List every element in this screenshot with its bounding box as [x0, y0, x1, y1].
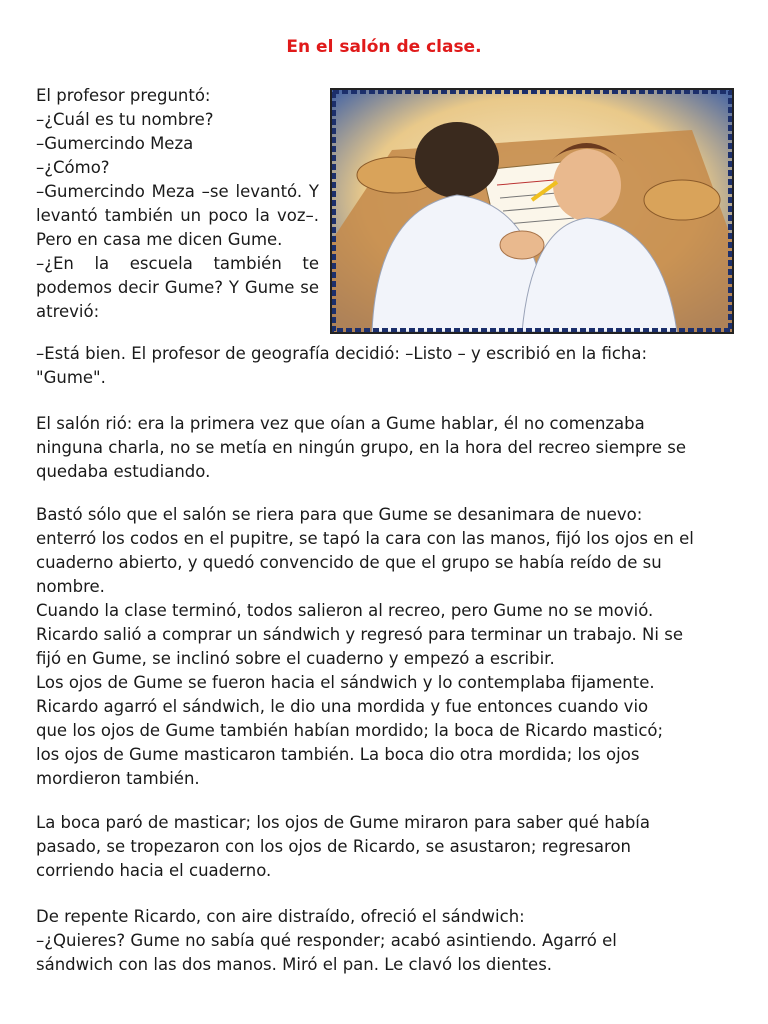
text-line: Bastó sólo que el salón se riera para que Gume se desanimara de nuevo:	[36, 505, 643, 524]
dialogue-continuation	[36, 342, 730, 390]
text-line: –¿Quieres? Gume no sabía qué responder; acabó asintiendo. Agarró el	[36, 931, 617, 950]
text-line: La boca paró de masticar; los ojos de Gume miraron para saber qué había	[36, 813, 651, 832]
text-line: Los ojos de Gume se fueron hacia el sándwich y lo contemplaba fijamente.	[36, 673, 655, 692]
paragraph	[36, 905, 730, 977]
text-line: –Está bien. El profesor de geografía decidió: –Listo – y escribió en la ficha:	[36, 344, 648, 363]
text-line: Cuando la clase terminó, todos salieron al recreo, pero Gume no se movió.	[36, 601, 654, 620]
text-line: fijó en Gume, se inclinó sobre el cuaderno y empezó a escribir.	[36, 649, 555, 668]
text-line: Ricardo salió a comprar un sándwich y regresó para terminar un trabajo. Ni se	[36, 625, 683, 644]
text-line: que los ojos de Gume también habían mordido; la boca de Ricardo masticó;	[36, 721, 664, 740]
text-line: Ricardo agarró el sándwich, le dio una mordida y fue entonces cuando vio	[36, 697, 649, 716]
text-line: nombre.	[36, 577, 105, 596]
text-line: –¿Cómo?	[36, 158, 110, 177]
story-illustration	[330, 88, 734, 334]
text-line: quedaba estudiando.	[36, 462, 211, 481]
text-line: –Gumercindo Meza	[36, 134, 194, 153]
text-line: –¿Cuál es tu nombre?	[36, 110, 214, 129]
page-title: En el salón de clase.	[286, 37, 482, 57]
text-line: El profesor preguntó:	[36, 86, 211, 105]
text-line: enterró los codos en el pupitre, se tapó la cara con las manos, fijó los ojos en el	[36, 529, 694, 548]
text-line: los ojos de Gume masticaron también. La boca dio otra mordida; los ojos	[36, 745, 640, 764]
text-line: –Gumercindo Meza –se levantó. Y levantó también un poco la voz–. Pero en casa me dicen Gume.	[36, 182, 319, 249]
text-line: –¿En la escuela también te podemos decir Gume? Y Gume se atrevió:	[36, 254, 319, 321]
paragraph	[36, 412, 730, 484]
paragraph	[36, 811, 730, 883]
intro-dialogue	[36, 84, 319, 324]
text-line: ninguna charla, no se metía en ningún grupo, en la hora del recreo siempre se	[36, 438, 686, 457]
paragraph	[36, 503, 730, 791]
two-boys-at-desk-illustration	[332, 90, 732, 332]
text-line: De repente Ricardo, con aire distraído, ofreció el sándwich:	[36, 907, 525, 926]
text-line: sándwich con las dos manos. Miró el pan. Le clavó los dientes.	[36, 955, 553, 974]
text-line: pasado, se tropezaron con los ojos de Ricardo, se asustaron; regresaron	[36, 837, 632, 856]
text-line: cuaderno abierto, y quedó convencido de que el grupo se había reído de su	[36, 553, 662, 572]
text-line: El salón rió: era la primera vez que oían a Gume hablar, él no comenzaba	[36, 414, 645, 433]
text-line: mordieron también.	[36, 769, 200, 788]
text-line: "Gume".	[36, 368, 106, 387]
text-line: corriendo hacia el cuaderno.	[36, 861, 272, 880]
